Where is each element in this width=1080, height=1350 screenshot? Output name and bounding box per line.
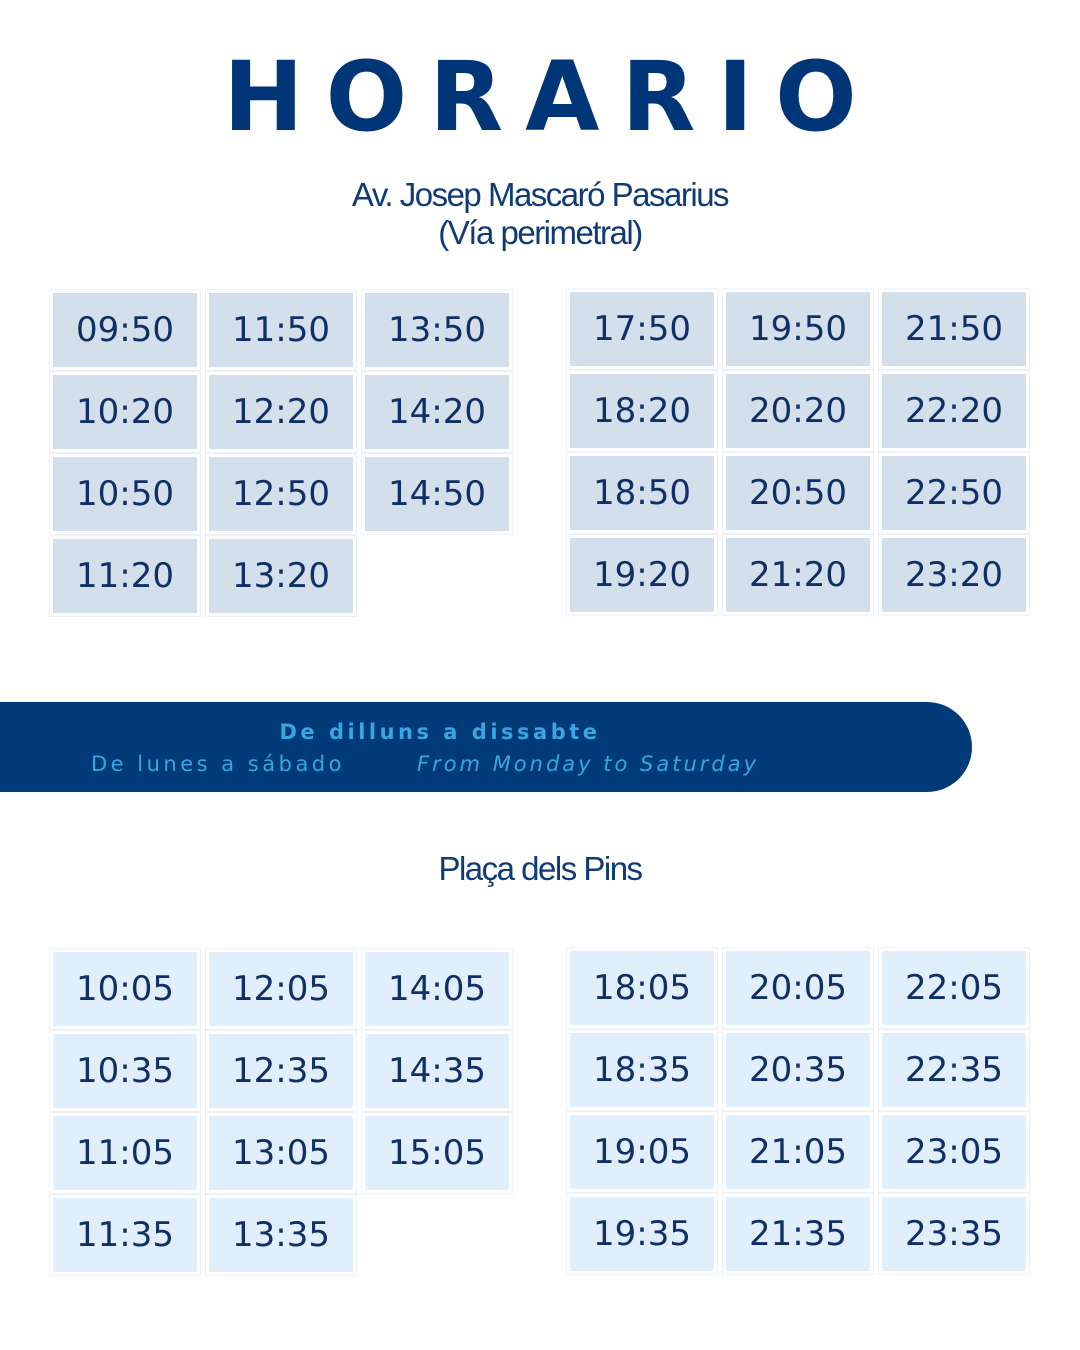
- stop2-morning-times: [53, 952, 509, 1272]
- time-cell: 20:50: [726, 456, 870, 530]
- stop1-morning-times: [53, 293, 509, 613]
- time-cell: 10:50: [53, 457, 197, 531]
- stop2-name: Plaça dels Pins: [438, 850, 642, 887]
- time-cell: 13:05: [209, 1116, 353, 1190]
- time-cell: 21:35: [726, 1197, 870, 1271]
- time-cell: 22:20: [882, 374, 1026, 448]
- time-cell: 13:35: [209, 1198, 353, 1272]
- time-cell: 13:20: [209, 539, 353, 613]
- time-cell: 22:35: [882, 1033, 1026, 1107]
- days-spanish: De lunes a sábado: [91, 752, 345, 776]
- time-cell: 10:05: [53, 952, 197, 1026]
- page-title: HORARIO: [223, 41, 879, 153]
- time-cell: 19:50: [726, 292, 870, 366]
- time-cell: 20:35: [726, 1033, 870, 1107]
- time-cell: 21:05: [726, 1115, 870, 1189]
- days-english: From Monday to Saturday: [417, 752, 760, 776]
- time-cell: 19:20: [570, 538, 714, 612]
- time-cell: 14:50: [365, 457, 509, 531]
- days-catalan: De dilluns a dissabte: [279, 720, 601, 744]
- time-cell: 11:35: [53, 1198, 197, 1272]
- time-cell: 14:05: [365, 952, 509, 1026]
- time-cell: 09:50: [53, 293, 197, 367]
- time-cell: 12:05: [209, 952, 353, 1026]
- time-cell: 18:20: [570, 374, 714, 448]
- time-cell: 12:35: [209, 1034, 353, 1108]
- stop1-evening-times: [570, 292, 1026, 612]
- time-cell: 22:05: [882, 951, 1026, 1025]
- time-cell: 13:50: [365, 293, 509, 367]
- time-cell: 11:20: [53, 539, 197, 613]
- time-cell: 17:50: [570, 292, 714, 366]
- stop1-subname: (Vía perimetral): [438, 214, 642, 251]
- time-cell: 23:35: [882, 1197, 1026, 1271]
- time-cell: 18:35: [570, 1033, 714, 1107]
- time-cell: 22:50: [882, 456, 1026, 530]
- time-cell: 14:35: [365, 1034, 509, 1108]
- time-cell: 21:50: [882, 292, 1026, 366]
- time-cell: 12:20: [209, 375, 353, 449]
- time-cell: 11:50: [209, 293, 353, 367]
- time-cell: 19:35: [570, 1197, 714, 1271]
- time-cell: 10:35: [53, 1034, 197, 1108]
- time-cell: 14:20: [365, 375, 509, 449]
- time-cell: 18:05: [570, 951, 714, 1025]
- time-cell: 11:05: [53, 1116, 197, 1190]
- days-banner: [0, 702, 972, 792]
- stop2-evening-times: [570, 951, 1026, 1271]
- time-cell: 23:20: [882, 538, 1026, 612]
- time-cell: 15:05: [365, 1116, 509, 1190]
- time-cell: 19:05: [570, 1115, 714, 1189]
- time-cell: 23:05: [882, 1115, 1026, 1189]
- time-cell: 20:05: [726, 951, 870, 1025]
- time-cell: 20:20: [726, 374, 870, 448]
- time-cell: 21:20: [726, 538, 870, 612]
- time-cell: 18:50: [570, 456, 714, 530]
- time-cell: 12:50: [209, 457, 353, 531]
- stop1-name: Av. Josep Mascaró Pasarius: [351, 176, 729, 213]
- time-cell: 10:20: [53, 375, 197, 449]
